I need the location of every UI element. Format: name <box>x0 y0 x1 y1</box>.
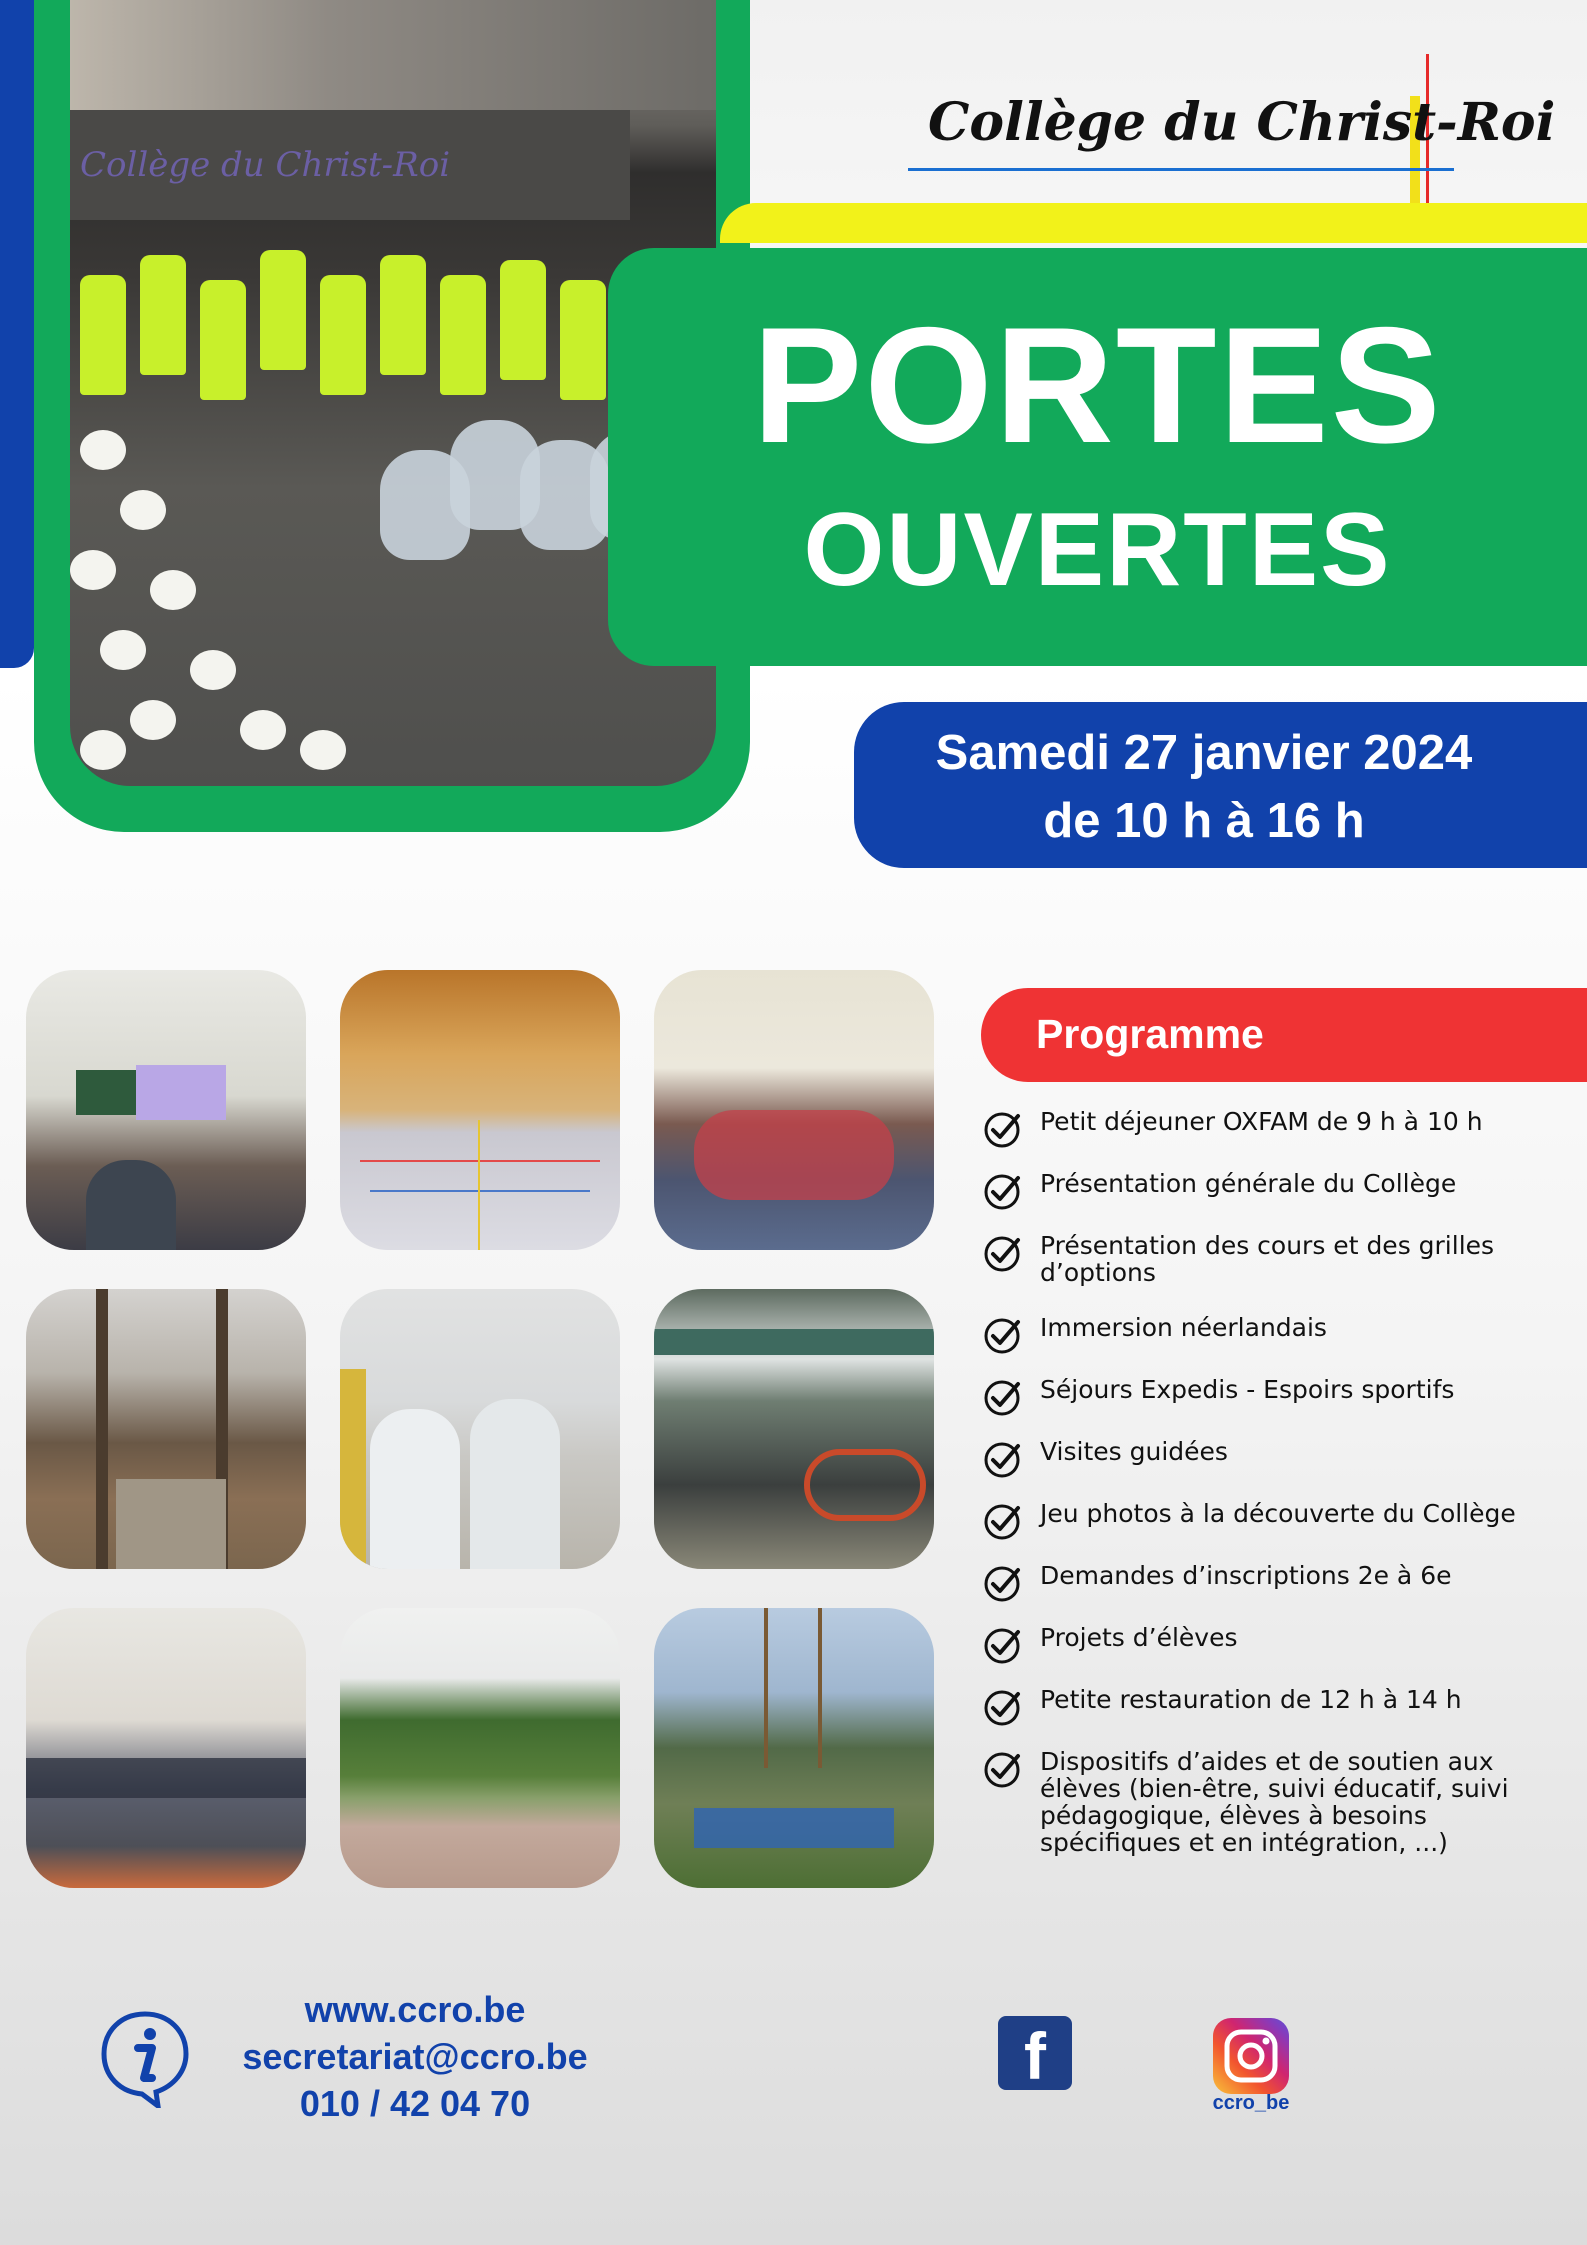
facebook-icon-glyph: f <box>1024 2019 1046 2093</box>
gallery-photo-bike-shelter <box>654 1289 934 1569</box>
instagram-camera-icon <box>1213 2018 1289 2094</box>
instagram-handle[interactable]: ccro_be <box>1212 2092 1290 2114</box>
left-blue-stripe <box>0 0 34 668</box>
programme-item <box>982 1562 1572 1604</box>
title-ouvertes: OUVERTES <box>803 492 1392 608</box>
programme-item <box>982 1108 1572 1150</box>
programme-item-text: Petit déjeuner OXFAM de 9 h à 10 h <box>1040 1107 1483 1136</box>
programme-item <box>982 1624 1572 1666</box>
check-circle-icon <box>982 1564 1022 1604</box>
logo-underline <box>908 168 1454 171</box>
title-portes: PORTES <box>752 293 1443 477</box>
programme-item <box>982 1232 1572 1286</box>
programme-heading: Programme <box>1036 1011 1264 1057</box>
photo-students-in-vests <box>70 235 630 435</box>
instagram-icon[interactable] <box>1213 2018 1289 2094</box>
programme-item <box>982 1314 1572 1356</box>
contact-block <box>230 1986 600 2127</box>
event-date: Samedi 27 janvier 2024 <box>935 726 1473 780</box>
check-circle-icon <box>982 1440 1022 1480</box>
programme-item <box>982 1170 1572 1212</box>
check-circle-icon <box>982 1688 1022 1728</box>
check-circle-icon <box>982 1750 1022 1790</box>
yellow-accent-bar <box>720 203 1587 243</box>
gallery-photo-park-stairs <box>26 1289 306 1569</box>
programme-item <box>982 1686 1572 1728</box>
check-circle-icon <box>982 1626 1022 1666</box>
programme-item <box>982 1748 1572 1856</box>
gallery-photo-sports-field <box>340 1608 620 1888</box>
check-circle-icon <box>982 1502 1022 1542</box>
website-link[interactable]: www.ccro.be <box>304 1989 526 2030</box>
photo-sign-text: Collège du Christ-Roi <box>80 145 451 185</box>
programme-item-text: Présentation des cours et des grilles d’options <box>1040 1231 1495 1287</box>
gallery-photo-outdoor-structure <box>654 1608 934 1888</box>
programme-item <box>982 1376 1572 1418</box>
check-circle-icon <box>982 1110 1022 1150</box>
programme-item-text: Visites guidées <box>1040 1437 1228 1466</box>
email-link[interactable]: secretariat@ccro.be <box>242 2036 588 2077</box>
programme-item-text: Présentation générale du Collège <box>1040 1169 1457 1198</box>
programme-item <box>982 1500 1572 1542</box>
gallery-photo-study-room <box>26 1608 306 1888</box>
school-logo-text: Collège du Christ-Roi <box>928 92 1556 153</box>
programme-item-text: Dispositifs d’aides et de soutien aux élèves (bien-être, suivi éducatif, suivi pédagogique, élèves à besoins spécifiques et en intégration, ...) <box>1040 1747 1509 1857</box>
phone-number[interactable]: 010 / 42 04 70 <box>299 2083 531 2124</box>
event-hours: de 10 h à 16 h <box>1043 794 1365 848</box>
gallery-photo-group-huddle <box>654 970 934 1250</box>
check-circle-icon <box>982 1316 1022 1356</box>
photo-white-flowers <box>70 410 400 786</box>
gallery-photo-science-lab <box>340 1289 620 1569</box>
info-icon <box>98 2008 192 2108</box>
programme-item-text: Jeu photos à la découverte du Collège <box>1040 1499 1516 1528</box>
programme-item <box>982 1438 1572 1480</box>
programme-item-text: Séjours Expedis - Espoirs sportifs <box>1040 1375 1455 1404</box>
gallery-photo-sports-hall <box>340 970 620 1250</box>
programme-item-text: Immersion néerlandais <box>1040 1313 1327 1342</box>
check-circle-icon <box>982 1378 1022 1418</box>
gallery-photo-classroom <box>26 970 306 1250</box>
programme-item-text: Petite restauration de 12 h à 14 h <box>1040 1685 1462 1714</box>
photo-building <box>70 0 716 110</box>
check-circle-icon <box>982 1234 1022 1274</box>
programme-item-text: Demandes d’inscriptions 2e à 6e <box>1040 1561 1452 1590</box>
check-circle-icon <box>982 1172 1022 1212</box>
programme-item-text: Projets d’élèves <box>1040 1623 1238 1652</box>
